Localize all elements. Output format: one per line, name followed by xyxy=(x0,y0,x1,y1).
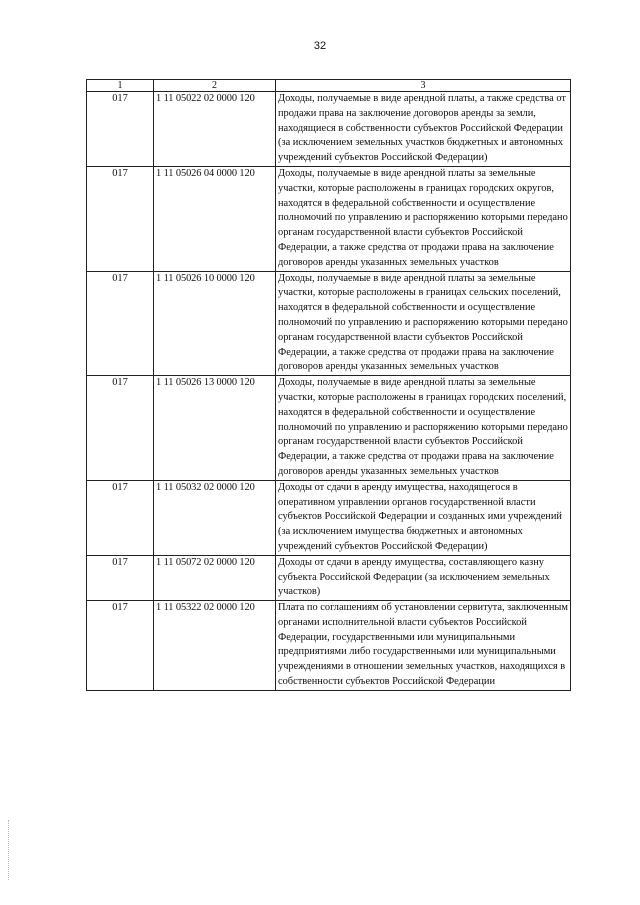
column-header-1: 1 xyxy=(87,80,154,92)
agency-code-cell: 017 xyxy=(87,92,154,167)
revenue-code-cell: 1 11 05026 04 0000 120 xyxy=(154,166,276,271)
table-row xyxy=(87,376,571,481)
table-row xyxy=(87,480,571,555)
revenue-code-cell: 1 11 05072 02 0000 120 xyxy=(154,555,276,600)
revenue-code-cell: 1 11 05026 10 0000 120 xyxy=(154,271,276,376)
agency-code-cell: 017 xyxy=(87,555,154,600)
agency-code-cell: 017 xyxy=(87,166,154,271)
revenue-code-cell: 1 11 05032 02 0000 120 xyxy=(154,480,276,555)
revenue-code-cell: 1 11 05026 13 0000 120 xyxy=(154,376,276,481)
column-header-3: 3 xyxy=(276,80,571,92)
revenue-table xyxy=(86,79,571,691)
scan-margin-mark xyxy=(8,820,11,880)
table-row xyxy=(87,601,571,691)
agency-code-cell: 017 xyxy=(87,376,154,481)
revenue-description-cell: Доходы от сдачи в аренду имущества, составляющего казну субъекта Российской Федерации (за исключением земельных участков) xyxy=(276,555,571,600)
agency-code-cell: 017 xyxy=(87,601,154,691)
revenue-description-cell: Доходы, получаемые в виде арендной платы за земельные участки, которые расположены в границах городских округов, находятся в федеральной собственности и осуществление полномочий по управлению и распоряжению которыми передано органам государственной власти субъектов Российской Федерации, а также средства от продажи права на заключение договоров аренды указанных земельных участков xyxy=(276,166,571,271)
table-row xyxy=(87,166,571,271)
agency-code-cell: 017 xyxy=(87,480,154,555)
agency-code-cell: 017 xyxy=(87,271,154,376)
column-header-2: 2 xyxy=(154,80,276,92)
page-number: 32 xyxy=(313,40,327,52)
revenue-description-cell: Доходы от сдачи в аренду имущества, находящегося в оперативном управлении органов государственной власти субъектов Российской Федерации и созданных ими учреждений (за исключением имущества бюджетных и автономных учреждений субъектов Российской Федерации) xyxy=(276,480,571,555)
revenue-code-cell: 1 11 05322 02 0000 120 xyxy=(154,601,276,691)
revenue-description-cell: Доходы, получаемые в виде арендной платы за земельные участки, которые расположены в границах городских поселений, находятся в федеральной собственности и осуществление полномочий по управлению и распоряжению которыми передано органам государственной власти субъектов Российской Федерации, а также средства от продажи права на заключение договоров аренды указанных земельных участков xyxy=(276,376,571,481)
revenue-description-cell: Доходы, получаемые в виде арендной платы за земельные участки, которые расположены в границах сельских поселений, находятся в федеральной собственности и осуществление полномочий по управлению и распоряжению которыми передано органам государственной власти субъектов Российской Федерации, а также средства от продажи права на заключение договоров аренды указанных земельных участков xyxy=(276,271,571,376)
table-header-row xyxy=(87,80,571,92)
revenue-description-cell: Плата по соглашениям об установлении сервитута, заключенным органами исполнительной власти субъектов Российской Федерации, государственными или муниципальными предприятиями либо государственными или муниципальными учреждениями в отношении земельных участков, находящихся в собственности субъектов Российской Федерации xyxy=(276,601,571,691)
table-row xyxy=(87,92,571,167)
revenue-description-cell: Доходы, получаемые в виде арендной платы, а также средства от продажи права на заключение договоров аренды за земли, находящиеся в собственности субъектов Российской Федерации (за исключением земельных участков бюджетных и автономных учреждений субъектов Российской Федерации) xyxy=(276,92,571,167)
table-row xyxy=(87,555,571,600)
revenue-code-cell: 1 11 05022 02 0000 120 xyxy=(154,92,276,167)
table-row xyxy=(87,271,571,376)
